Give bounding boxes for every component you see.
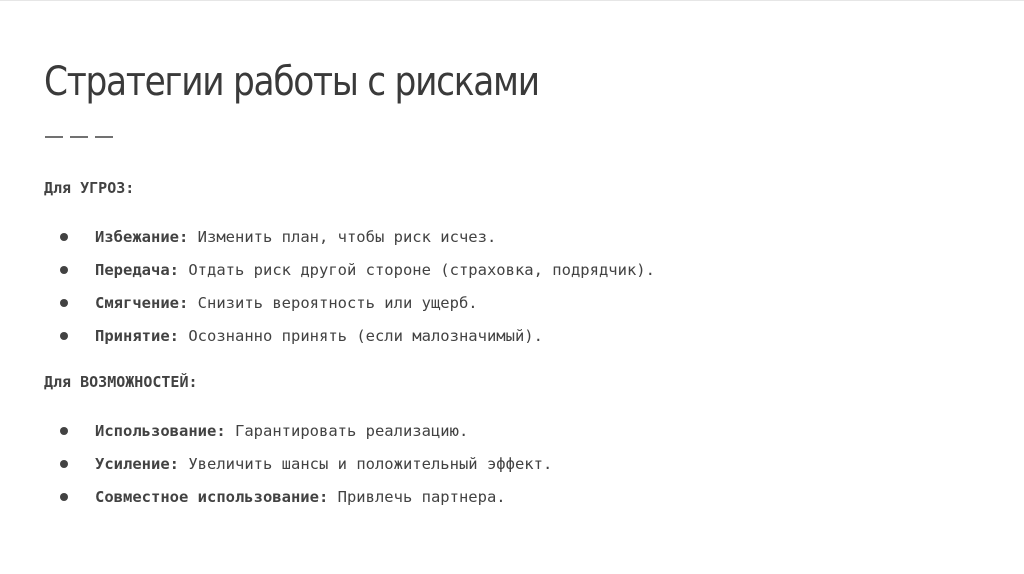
list-item-term: Использование: (95, 422, 226, 440)
list-item-description: Привлечь партнера. (337, 488, 506, 506)
list-item-text (95, 421, 468, 441)
list-item-term: Смягчение: (95, 294, 189, 312)
list-item-term: Передача: (95, 261, 179, 279)
list-item-text (95, 260, 655, 280)
title-divider (45, 130, 113, 144)
bullet-icon (60, 332, 68, 340)
list-item-term: Усиление: (95, 455, 179, 473)
opportunities-heading: Для ВОЗМОЖНОСТЕЙ: (44, 373, 198, 391)
list-item-text (95, 227, 496, 247)
list-item-description: Гарантировать реализацию. (235, 422, 469, 440)
threats-heading: Для УГРОЗ: (44, 179, 135, 197)
list-item-description: Увеличить шансы и положительный эффект. (188, 455, 553, 473)
list-item-term: Избежание: (95, 228, 189, 246)
bullet-icon (60, 299, 68, 307)
list-item-description: Отдать риск другой стороне (страховка, подрядчик). (188, 261, 655, 279)
list-item-text (95, 487, 506, 507)
bullet-icon (60, 233, 68, 241)
list-item-text (95, 454, 552, 474)
list-item-text (95, 293, 478, 313)
list-item-term: Принятие: (95, 327, 179, 345)
list-item-description: Осознанно принять (если малозначимый). (188, 327, 543, 345)
bullet-icon (60, 266, 68, 274)
list-item-description: Снизить вероятность или ущерб. (197, 294, 478, 312)
list-item-term: Совместное использование: (95, 488, 329, 506)
slide-title: Стратегии работы с рисками (44, 59, 539, 105)
bullet-icon (60, 493, 68, 501)
list-item-text (95, 326, 543, 346)
list-item-description: Изменить план, чтобы риск исчез. (197, 228, 497, 246)
bullet-icon (60, 427, 68, 435)
bullet-icon (60, 460, 68, 468)
